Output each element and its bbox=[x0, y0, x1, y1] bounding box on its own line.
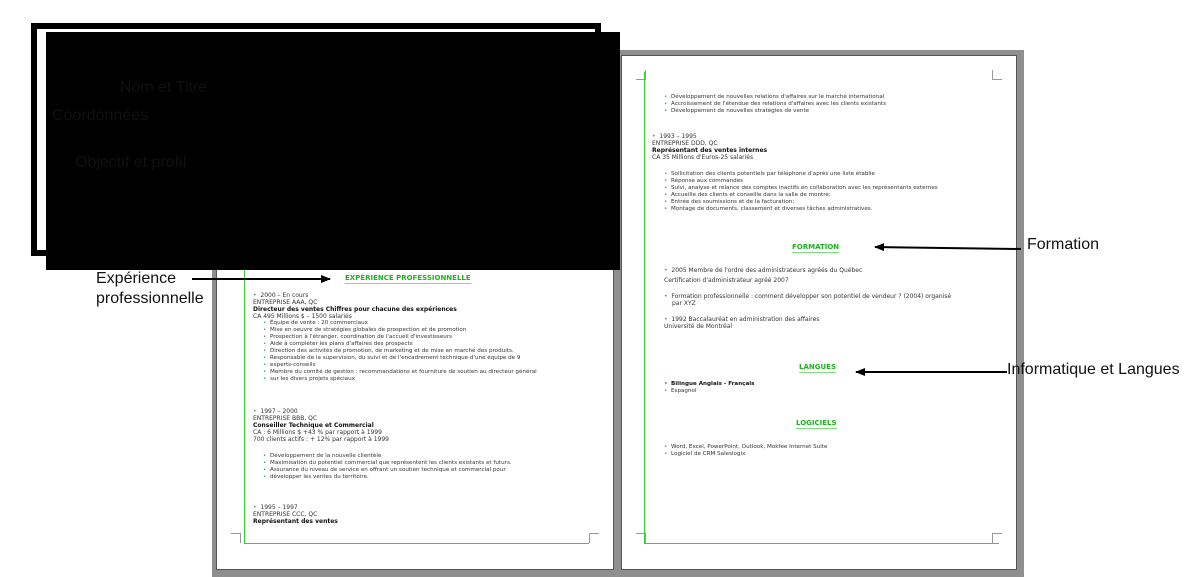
list-item: • Responsable de la supervision, du suivi et de l'encadrement technique d'une équipe de 9 bbox=[263, 355, 537, 362]
label-objectif: Objectif et profil bbox=[75, 154, 187, 171]
job-company: ENTREPRISE CCC, QC bbox=[253, 511, 318, 518]
list-item-continuation bbox=[263, 474, 512, 481]
job-company: ENTREPRISE DDD, QC bbox=[652, 140, 718, 147]
crop-mark bbox=[589, 533, 599, 543]
list-item: • Développement de nouvelles relations d'affaires sur le marché international bbox=[664, 94, 886, 101]
margin-line bbox=[644, 72, 645, 544]
list-item: • Réponse aux commandes bbox=[664, 178, 938, 185]
list-item-text: sur les divers projets spéciaux bbox=[270, 376, 355, 382]
highlight-frame bbox=[31, 23, 601, 256]
list-item-continuation bbox=[263, 362, 537, 369]
section-experience-title: EXPÉRIENCE PROFESSIONNELLE bbox=[345, 274, 471, 282]
list-item: • Sollicitation des clients potentiels par téléphone d'après une liste établie bbox=[664, 171, 938, 178]
job4-tasks bbox=[664, 171, 938, 213]
job-company: ENTREPRISE AAA, QC bbox=[253, 299, 318, 306]
list-item: • Maximisation du potentiel commercial que représentent les clients existants et futurs. bbox=[263, 460, 512, 467]
section-langues-title: LANGUES bbox=[799, 363, 836, 371]
job-dates-text: 1993 – 1995 bbox=[659, 133, 697, 140]
job-info: CA 495 Millions $ – 1500 salariés bbox=[253, 313, 352, 320]
list-item: • Montage de documents, classement et diverses tâches administratives. bbox=[664, 206, 938, 213]
langues-list bbox=[664, 381, 755, 395]
formation-item: • 2005 Membre de l'ordre des administrateurs agréés du Québec bbox=[664, 267, 863, 274]
list-item: • Mise en oeuvre de stratégies globales de prospection et de promotion bbox=[263, 327, 537, 334]
job-dates: • 1993 – 1995 bbox=[652, 133, 697, 140]
label-info-langues: Informatique et Langues bbox=[1007, 361, 1180, 378]
formation-item: • 1992 Baccalauréat en administration des affaires bbox=[664, 316, 820, 323]
formation-item: • Formation professionnelle : comment développer son potentiel de vendeur ? (2004) organisé bbox=[664, 293, 952, 300]
label-coordonnees: Coordonnées bbox=[52, 107, 149, 124]
list-item: • Word, Excel, PowerPoint, Outlook, Mokfee Internet Suite bbox=[664, 444, 827, 451]
list-item: • Entrée des soumissions et de la facturation; bbox=[664, 199, 938, 206]
formation-text: 1992 Baccalauréat en administration des affaires bbox=[671, 316, 820, 323]
list-item-text: experts-conseils bbox=[270, 362, 316, 368]
list-item: • Bilingue Anglais - Français bbox=[664, 381, 755, 388]
list-item-continuation bbox=[263, 376, 537, 383]
list-item: • Direction des activités de promotion, de marketing et de mise en marché des produits. bbox=[263, 348, 537, 355]
list-item: • Prospection à l'étranger, coordination de l'accueil d'investisseurs bbox=[263, 334, 537, 341]
list-item: • Membre du comité de gestion : recommandations et fourniture de soutien au directeur général bbox=[263, 369, 537, 376]
job2-tasks bbox=[263, 453, 512, 481]
section-logiciels-title: LOGICIELS bbox=[796, 419, 837, 427]
job-company: ENTREPRISE BBB, QC bbox=[253, 415, 318, 422]
crop-mark bbox=[231, 533, 241, 543]
job-role: Représentant des ventes bbox=[253, 518, 338, 525]
label-formation: Formation bbox=[1027, 236, 1100, 253]
section-formation-title: FORMATION bbox=[792, 243, 840, 251]
job-dates: • 2000 – En cours bbox=[253, 292, 309, 299]
formation-detail: par XYZ bbox=[672, 300, 696, 307]
job-role: Conseiller Technique et Commercial bbox=[253, 422, 374, 429]
list-item: • Équipe de vente : 20 commerciaux bbox=[263, 320, 537, 327]
list-item: • Développement de la nouvelle clientèle bbox=[263, 453, 512, 460]
list-item: • Développement de nouvelles stratégies de vente bbox=[664, 108, 886, 115]
margin-line bbox=[644, 543, 999, 544]
list-item: • Logiciel de CRM Saleslogix bbox=[664, 451, 827, 458]
formation-detail: Université de Montréal bbox=[664, 323, 733, 330]
list-item: • Accroissement de l'étendue des relations d'affaires avec les clients existants bbox=[664, 101, 886, 108]
resume-page-2 bbox=[621, 55, 1017, 570]
formation-detail: Certification d'administrateur agréé 2007 bbox=[664, 277, 789, 284]
job3-tasks bbox=[664, 94, 886, 115]
formation-text: 2005 Membre de l'ordre des administrateurs agréés du Québec bbox=[671, 267, 863, 274]
label-nom-titre: Nom et Titre bbox=[120, 79, 208, 96]
job-dates-text: 1995 – 1997 bbox=[260, 504, 298, 511]
list-item: • Espagnol bbox=[664, 388, 755, 395]
job-dates: • 1997 – 2000 bbox=[253, 408, 298, 415]
job-info: CA : 6 Millions $ +43 % par rapport à 1999 bbox=[253, 429, 382, 436]
job-dates-text: 2000 – En cours bbox=[260, 292, 309, 299]
list-item: • Assurance du niveau de service en offrant un soutien technique et commercial pour bbox=[263, 467, 512, 474]
job-info: 700 clients actifs : + 12% par rapport à 1999 bbox=[253, 436, 389, 443]
logiciels-list bbox=[664, 444, 827, 458]
job-role: Représentant des ventes internes bbox=[652, 147, 768, 154]
list-item: • Suivi, analyse et relance des comptes inactifs en collaboration avec les représentants externes bbox=[664, 185, 938, 192]
job-role: Directeur des ventes Chiffres pour chacune des expériences bbox=[253, 306, 457, 313]
label-experience-1: Expérience bbox=[96, 270, 177, 287]
job-dates-text: 1997 – 2000 bbox=[260, 408, 298, 415]
job-dates: • 1995 – 1997 bbox=[253, 504, 298, 511]
list-item-text: développer les ventes du territoire. bbox=[270, 474, 369, 480]
margin-line bbox=[244, 543, 589, 544]
job1-tasks bbox=[263, 320, 537, 383]
label-experience-2: professionnelle bbox=[96, 290, 204, 307]
list-item: • Aide à compléter les plans d'affaires des prospects bbox=[263, 341, 537, 348]
list-item: • Accueille des clients et conseille dans la salle de montre; bbox=[664, 192, 938, 199]
crop-mark bbox=[992, 70, 1002, 80]
formation-text: Formation professionnelle : comment développer son potentiel de vendeur ? (2004) organisé bbox=[671, 293, 952, 300]
crop-mark bbox=[992, 533, 1002, 543]
job-info: CA 35 Millions d'Euros-25 salariés bbox=[652, 154, 754, 161]
